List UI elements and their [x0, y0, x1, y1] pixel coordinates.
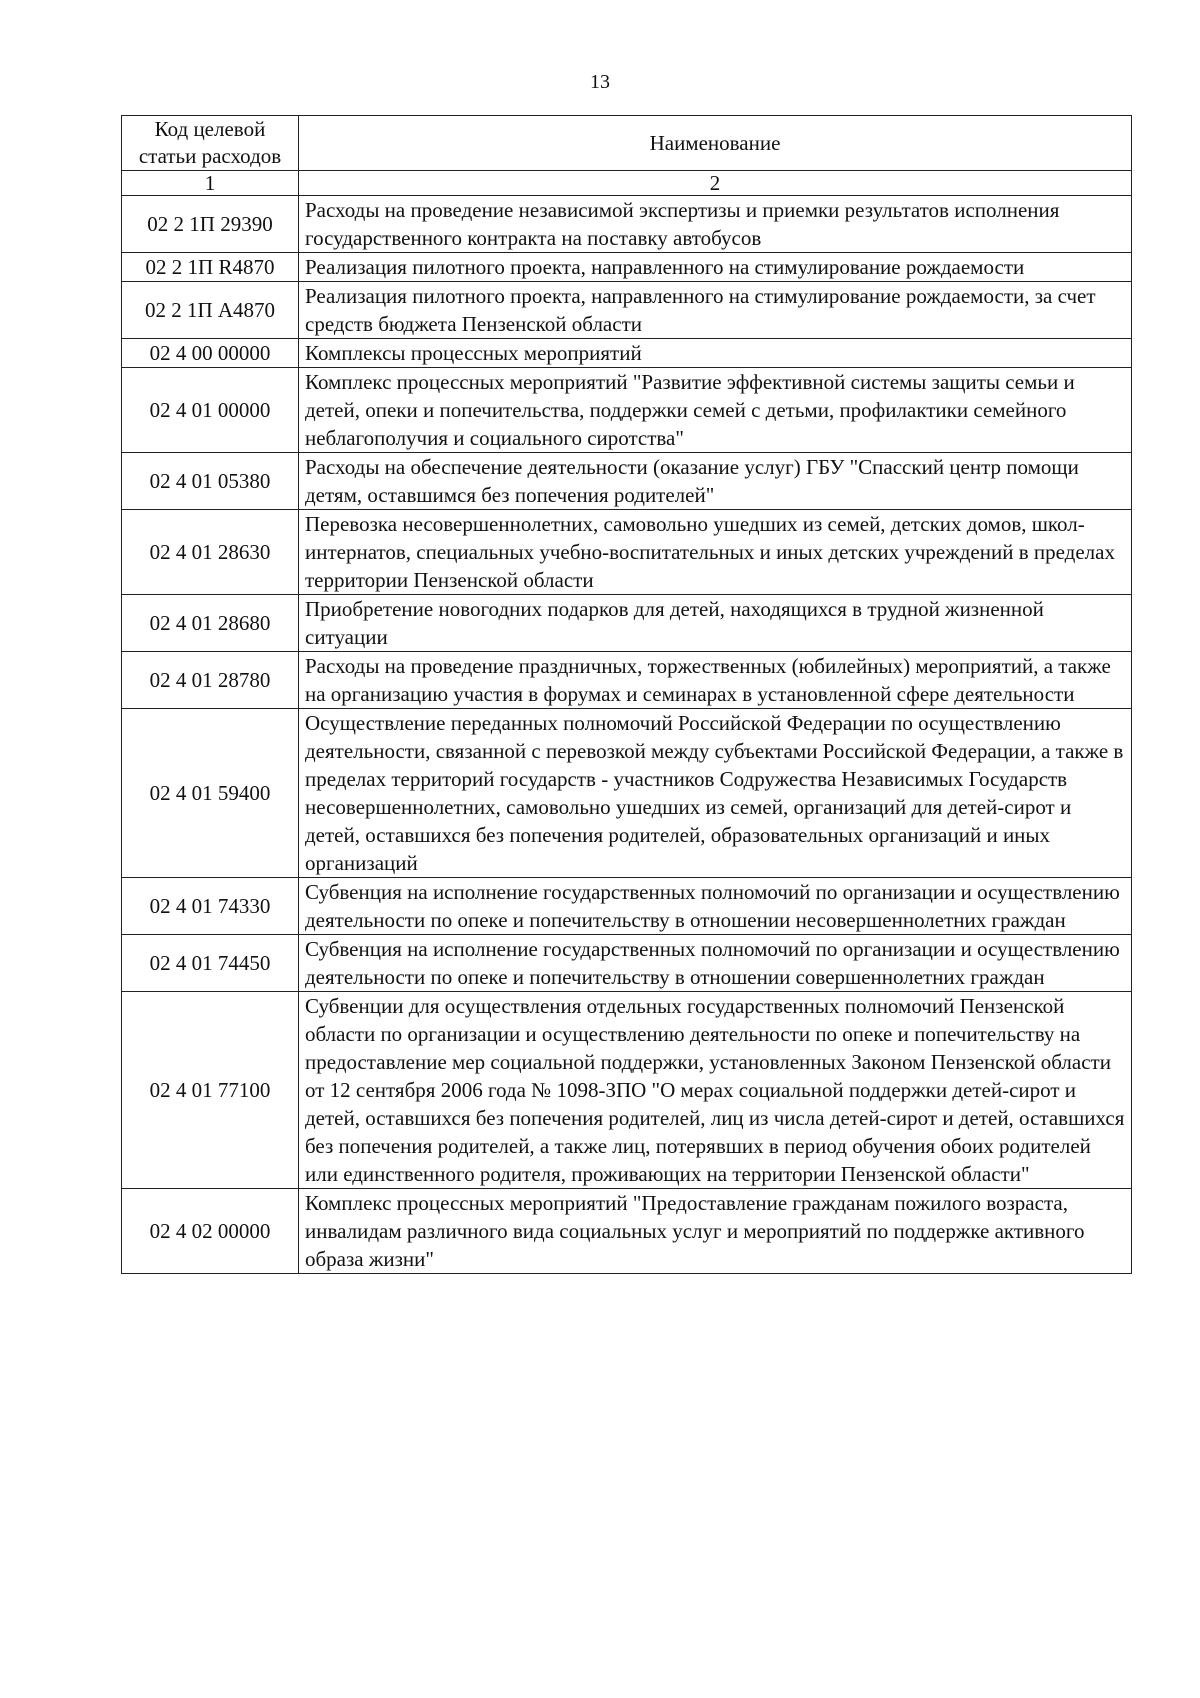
row-name: Реализация пилотного проекта, направленного на стимулирование рождаемости: [299, 253, 1132, 282]
table-row: [122, 878, 1132, 935]
row-code: 02 2 1П R4870: [122, 253, 299, 282]
row-name: Субвенция на исполнение государственных полномочий по организации и осуществлению деятельности по опеке и попечительству в отношении совершеннолетних граждан: [299, 935, 1132, 992]
row-code: 02 4 01 28780: [122, 652, 299, 709]
header-number-row: [122, 171, 1132, 196]
table-row: [122, 709, 1132, 878]
table-header: [122, 116, 1132, 196]
header-code-number: 1: [122, 171, 299, 196]
row-name: Расходы на проведение праздничных, торжественных (юбилейных) мероприятий, а также на организацию участия в форумах и семинарах в установленной сфере деятельности: [299, 652, 1132, 709]
header-code: Код целевой статьи расходов: [122, 116, 299, 171]
row-name: Приобретение новогодних подарков для детей, находящихся в трудной жизненной ситуации: [299, 595, 1132, 652]
row-name: Расходы на проведение независимой экспертизы и приемки результатов исполнения государственного контракта на поставку автобусов: [299, 196, 1132, 253]
table-row: [122, 1189, 1132, 1274]
header-name-number: 2: [299, 171, 1132, 196]
row-name: Комплекс процессных мероприятий "Предоставление гражданам пожилого возраста, инвалидам различного вида социальных услуг и мероприятий по поддержке активного образа жизни": [299, 1189, 1132, 1274]
table-row: [122, 935, 1132, 992]
row-name: Комплекс процессных мероприятий "Развитие эффективной системы защиты семьи и детей, опеки и попечительства, поддержки семей с детьми, профилактики семейного неблагополучия и социального сиротства": [299, 368, 1132, 453]
header-row: [122, 116, 1132, 171]
row-code: 02 4 01 77100: [122, 992, 299, 1189]
row-name: Субвенции для осуществления отдельных государственных полномочий Пензенской области по организации и осуществлению деятельности по опеке и попечительству на предоставление мер социальной поддержки, установленных Законом Пензенской области от 12 сентября 2006 года № 1098-ЗПО "О мерах социальной поддержки детей-сирот и детей, оставшихся без попечения родителей, лиц из числа детей-сирот и детей, оставшихся без попечения родителей, а также лиц, потерявших в период обучения обоих родителей или единственного родителя, проживающих на территории Пензенской области": [299, 992, 1132, 1189]
row-name: Реализация пилотного проекта, направленного на стимулирование рождаемости, за счет средств бюджета Пензенской области: [299, 282, 1132, 339]
row-code: 02 4 01 00000: [122, 368, 299, 453]
row-code: 02 2 1П 29390: [122, 196, 299, 253]
row-code: 02 4 02 00000: [122, 1189, 299, 1274]
table-row: [122, 992, 1132, 1189]
row-name: Комплексы процессных мероприятий: [299, 339, 1132, 368]
table-body: [122, 196, 1132, 1274]
table-row: [122, 282, 1132, 339]
table-row: [122, 595, 1132, 652]
table-row: [122, 453, 1132, 510]
table-row: [122, 253, 1132, 282]
table-row: [122, 339, 1132, 368]
row-code: 02 4 01 74330: [122, 878, 299, 935]
row-code: 02 4 01 28680: [122, 595, 299, 652]
row-name: Осуществление переданных полномочий Российской Федерации по осуществлению деятельности, связанной с перевозкой между субъектами Российской Федерации, а также в пределах территорий государств - участников Содружества Независимых Государств несовершеннолетних, самовольно ушедших из семей, организаций для детей-сирот и детей, оставшихся без попечения родителей, образовательных организаций и иных организаций: [299, 709, 1132, 878]
table-row: [122, 368, 1132, 453]
row-code: 02 4 01 74450: [122, 935, 299, 992]
page-number: 13: [590, 71, 610, 93]
row-code: 02 4 01 28630: [122, 510, 299, 595]
row-name: Перевозка несовершеннолетних, самовольно ушедших из семей, детских домов, школ-интернатов, специальных учебно-воспитательных и иных детских учреждений в пределах территории Пензенской области: [299, 510, 1132, 595]
header-name: Наименование: [299, 116, 1132, 171]
row-name: Расходы на обеспечение деятельности (оказание услуг) ГБУ "Спасский центр помощи детям, оставшимся без попечения родителей": [299, 453, 1132, 510]
row-code: 02 2 1П A4870: [122, 282, 299, 339]
row-name: Субвенция на исполнение государственных полномочий по организации и осуществлению деятельности по опеке и попечительству в отношении несовершеннолетних граждан: [299, 878, 1132, 935]
table-row: [122, 652, 1132, 709]
row-code: 02 4 01 05380: [122, 453, 299, 510]
row-code: 02 4 01 59400: [122, 709, 299, 878]
row-code: 02 4 00 00000: [122, 339, 299, 368]
table-row: [122, 196, 1132, 253]
budget-classification-table: [121, 115, 1132, 1274]
table-row: [122, 510, 1132, 595]
